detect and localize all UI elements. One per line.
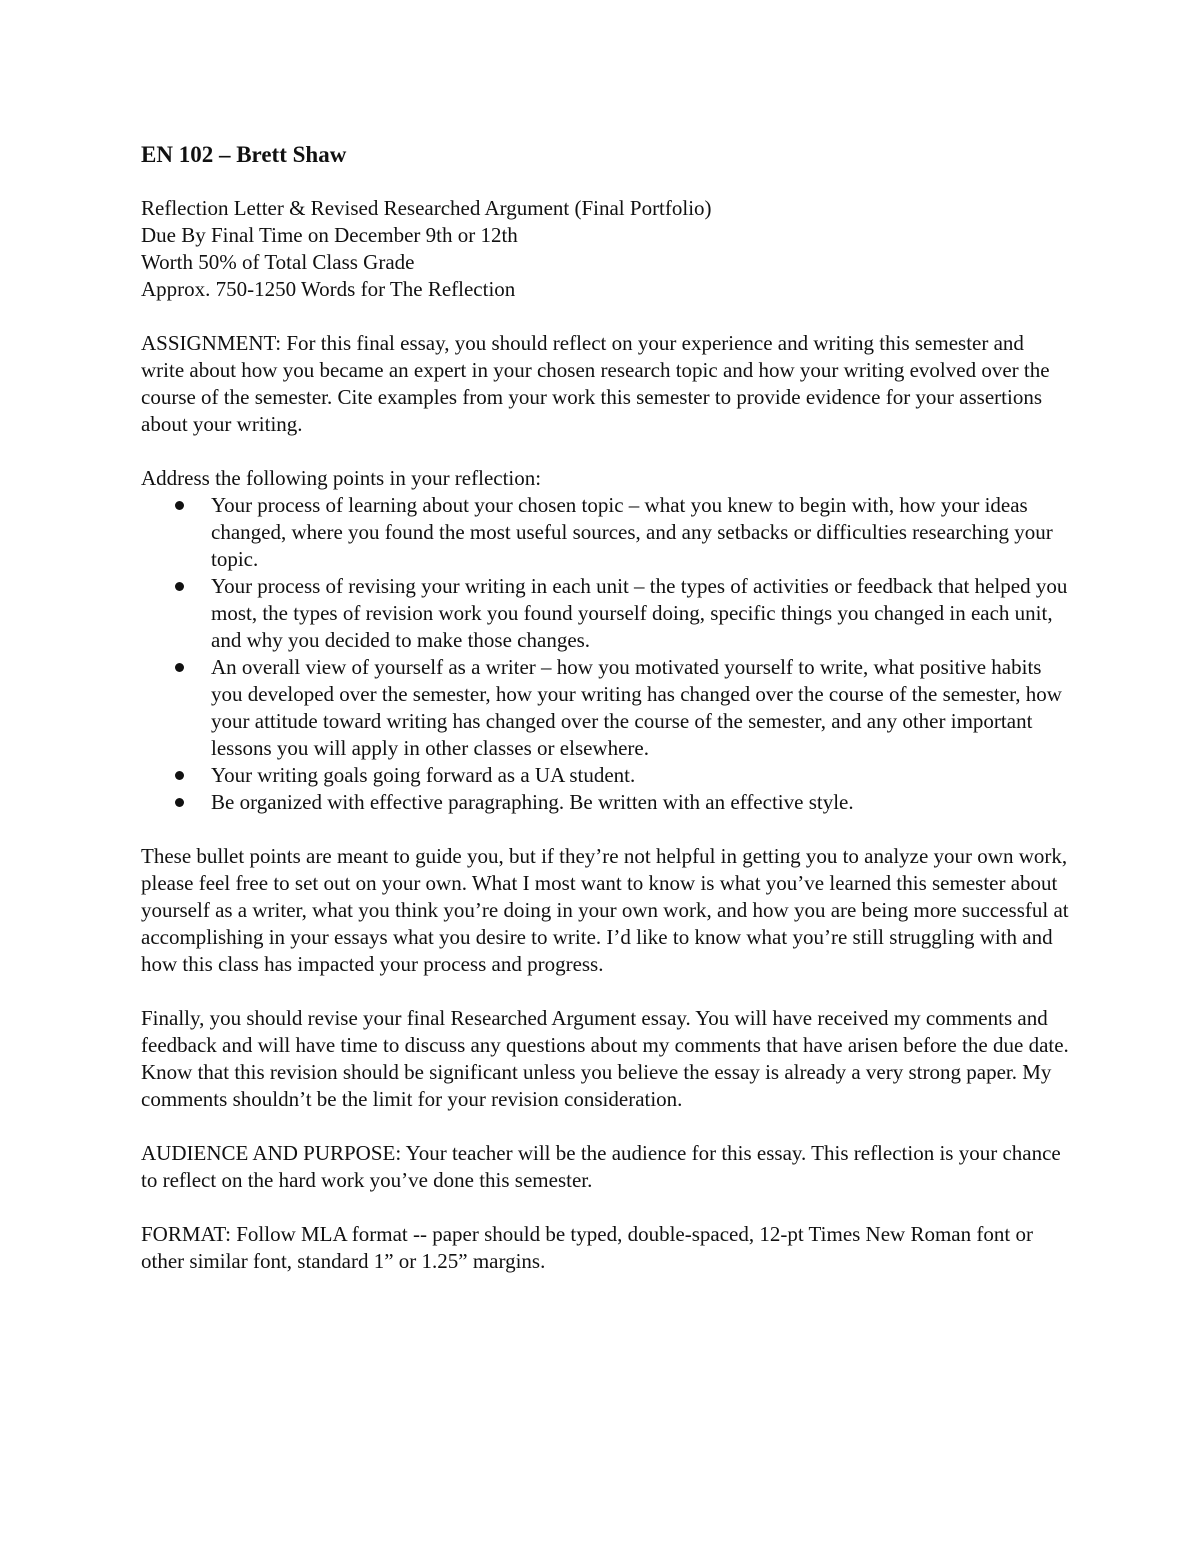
list-item-text: Be organized with effective paragraphing. Be written with an effective style. [211,790,854,814]
guidance-paragraph: These bullet points are meant to guide you, but if they’re not helpful in getting you to analyze your own work, please feel free to set out on your own. What I most want to know is what you’ve learned this semester about yourself as a writer, what you think you’re doing in your own work, and how you are being more successful at accomplishing in your essays what you desire to write. I’d like to know what you’re still struggling with and how this class has impacted your process and progress. [141,844,1069,976]
reflection-points-list [141,492,1071,816]
meta-line-assignment-name: Reflection Letter & Revised Researched Argument (Final Portfolio) [141,196,712,220]
list-item-text: Your writing goals going forward as a UA student. [211,763,636,787]
bullet-icon [175,501,184,510]
list-item [141,789,1071,816]
bullet-icon [175,582,184,591]
list-item [141,492,1071,573]
bullet-icon [175,771,184,780]
list-item [141,573,1071,654]
meta-line-grade-weight: Worth 50% of Total Class Grade [141,250,415,274]
points-intro: Address the following points in your reflection: [141,466,542,490]
bullet-icon [175,663,184,672]
audience-paragraph: AUDIENCE AND PURPOSE: Your teacher will be the audience for this essay. This reflection is your chance to reflect on the hard work you’ve done this semester. [141,1141,1061,1192]
assignment-paragraph: ASSIGNMENT: For this final essay, you should reflect on your experience and writing this semester and write about how you became an expert in your chosen research topic and how your writing evolved over the course of the semester. Cite examples from your work this semester to provide evidence for your assertions about your writing. [141,331,1050,436]
revision-paragraph: Finally, you should revise your final Researched Argument essay. You will have received my comments and feedback and will have time to discuss any questions about my comments that have arisen before the due date. Know that this revision should be significant unless you believe the essay is already a very strong paper. My comments shouldn’t be the limit for your revision consideration. [141,1006,1069,1111]
document-page [141,140,1071,1302]
meta-line-word-count: Approx. 750-1250 Words for The Reflection [141,277,516,301]
list-item [141,654,1071,762]
list-item-text: An overall view of yourself as a writer – how you motivated yourself to write, what positive habits you developed over the semester, how your writing has changed over the course of the semester, how your attitude toward writing has changed over the course of the semester, and any other important lessons you will apply in other classes or elsewhere. [211,655,1062,760]
assignment-meta [141,195,1071,303]
bullet-icon [175,798,184,807]
meta-line-due-date: Due By Final Time on December 9th or 12th [141,223,518,247]
list-item [141,762,1071,789]
list-item-text: Your process of revising your writing in each unit – the types of activities or feedback that helped you most, the types of revision work you found yourself doing, specific things you changed in each unit, and why you decided to make those changes. [211,574,1068,652]
format-paragraph: FORMAT: Follow MLA format -- paper should be typed, double-spaced, 12-pt Times New Roman font or other similar font, standard 1” or 1.25” margins. [141,1222,1033,1273]
document-title: EN 102 – Brett Shaw [141,142,347,167]
list-item-text: Your process of learning about your chosen topic – what you knew to begin with, how your ideas changed, where you found the most useful sources, and any setbacks or difficulties researching your topic. [211,493,1053,571]
